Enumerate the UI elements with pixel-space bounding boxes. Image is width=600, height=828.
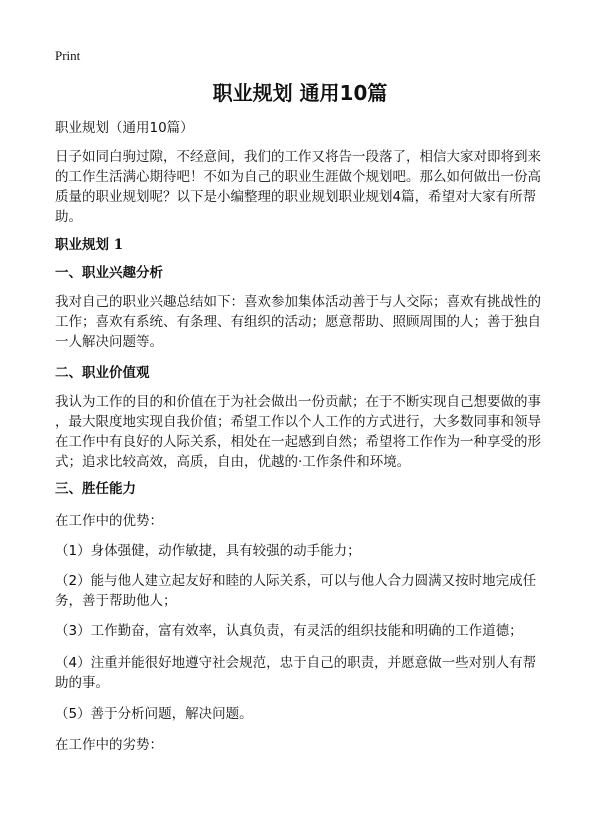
text-line: 工作；喜欢有系统、有条理、有组织的活动；愿意帮助、照顾周围的人；善于独自 [55,314,541,330]
text-line: 一人解决问题等。 [55,334,163,350]
intro-paragraph [55,147,575,227]
section-3-heading: 三、胜任能力 [55,481,136,497]
text-line: （2）能与他人建立起友好和睦的人际关系，可以与他人合力圆满又按时地完成任 [55,573,537,589]
page-title: 职业规划 通用10篇 [212,81,388,105]
subtitle: 职业规划（通用10篇） [55,120,194,136]
text-line: 助的事。 [55,675,109,691]
text-line: 务，善于帮助他人； [55,593,177,609]
text-line: 助。 [55,209,82,225]
text-line: 在工作中有良好的人际关系，相处在一起感到自然；希望将工作作为一种享受的形 [55,434,541,450]
strength-item [55,704,575,724]
strength-item [55,571,575,611]
print-link[interactable]: Print [55,48,81,63]
section-1-paragraph [55,292,575,352]
text-line: 质量的职业规划呢？以下是小编整理的职业规划职业规划4篇，希望对大家有所帮 [55,189,537,205]
text-line: 的工作生活满心期待吧！不如为自己的职业生涯做个规划吧。那么如何做出一份高 [55,169,541,185]
text-line: （4）注重并能很好地遵守社会规范，忠于自己的职责，并愿意做一些对别人有帮 [55,655,537,671]
text-line: ，最大限度地实现自我价值；希望工作以个人工作的方式进行，大多数同事和领导 [55,414,541,430]
text-line: （5）善于分析问题，解决问题。 [55,706,253,722]
weaknesses-label: 在工作中的劣势： [55,737,163,753]
text-line: （1）身体强健，动作敏捷，具有较强的动手能力； [55,543,361,559]
strength-item [55,541,575,561]
text-line: （3）工作勤奋，富有效率，认真负责，有灵活的组织技能和明确的工作道德； [55,623,523,639]
text-line: 日子如同白驹过隙，不经意间，我们的工作又将告一段落了，相信大家对即将到来 [55,149,541,165]
text-line: 式；追求比较高效，高质，自由，优越的·工作条件和环境。 [55,454,411,470]
section-1-heading: 一、职业兴趣分析 [55,265,163,281]
section-2-heading: 二、职业价值观 [55,365,150,381]
text-line: 我对自己的职业兴趣总结如下：喜欢参加集体活动善于与人交际；喜欢有挑战性的 [55,294,541,310]
strengths-label: 在工作中的优势： [55,513,163,529]
section-2-paragraph [55,392,575,472]
heading-career-plan-1: 职业规划 1 [55,237,124,253]
text-line: 我认为工作的目的和价值在于为社会做出一份贡献；在于不断实现自己想要做的事 [55,394,541,410]
strength-item [55,621,575,641]
strength-item [55,653,575,693]
